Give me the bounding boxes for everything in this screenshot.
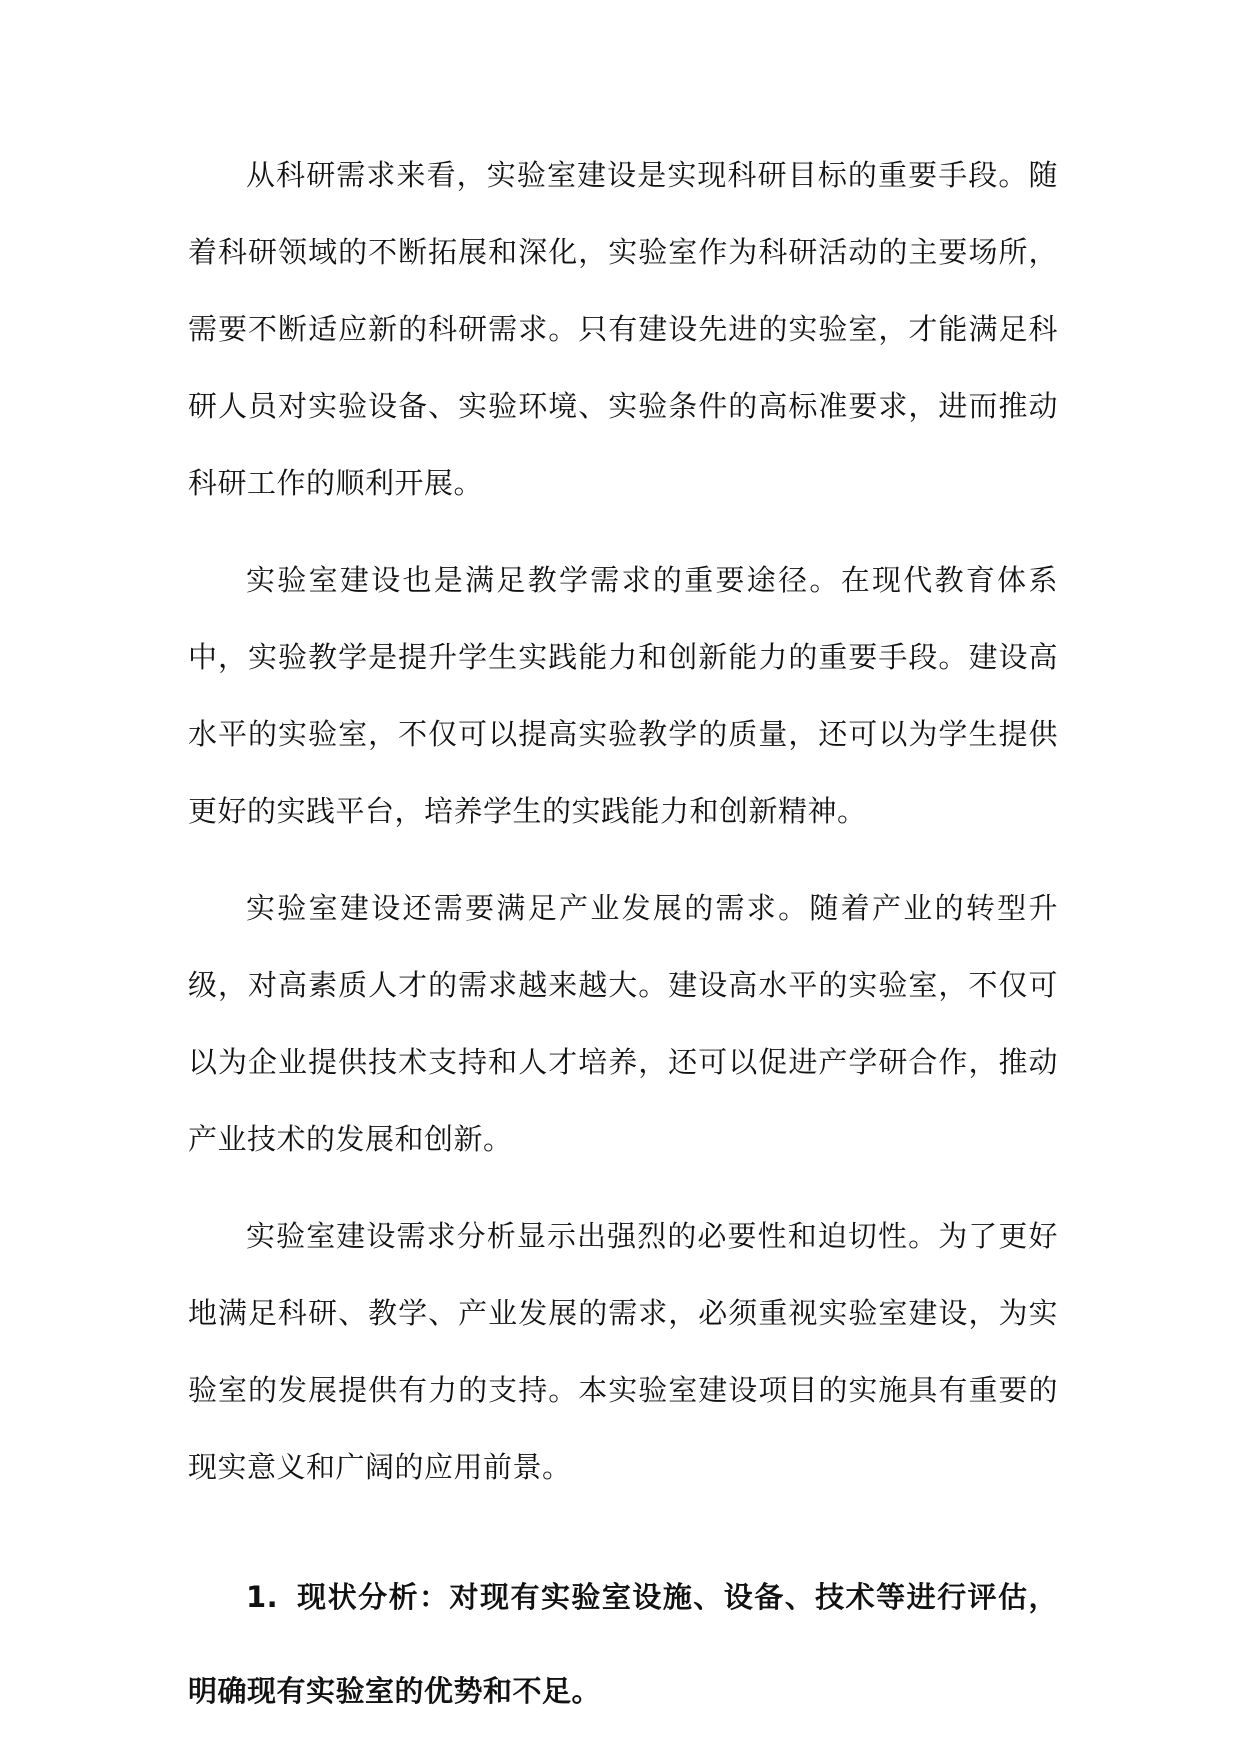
paragraph-needs-summary: 实验室建设需求分析显示出强烈的必要性和迫切性。为了更好地满足科研、教学、产业发展的需求，必须重视实验室建设，为实验室的发展提供有力的支持。本实验室建设项目的实施具有重要的现实意义和广阔的应用前景。 bbox=[188, 1219, 1058, 1484]
heading-text: 现状分析：对现有实验室设施、设备、技术等进行评估，明确现有实验室的优势和不足。 bbox=[188, 1580, 1058, 1708]
paragraph-industry-needs: 实验室建设还需要满足产业发展的需求。随着产业的转型升级，对高素质人才的需求越来越大。建设高水平的实验室，不仅可以为企业提供技术支持和人才培养，还可以促进产学研合作，推动产业技术的发展和创新。 bbox=[188, 891, 1058, 1156]
document-body bbox=[188, 137, 1058, 1738]
section-heading-status-analysis bbox=[188, 1550, 1058, 1738]
paragraph-research-needs: 从科研需求来看，实验室建设是实现科研目标的重要手段。随着科研领域的不断拓展和深化，实验室作为科研活动的主要场所，需要不断适应新的科研需求。只有建设先进的实验室，才能满足科研人员对实验设备、实验环境、实验条件的高标准要求，进而推动科研工作的顺利开展。 bbox=[188, 158, 1058, 500]
heading-number: 1. bbox=[246, 1580, 279, 1614]
paragraph-teaching-needs: 实验室建设也是满足教学需求的重要途径。在现代教育体系中，实验教学是提升学生实践能力和创新能力的重要手段。建设高水平的实验室，不仅可以提高实验教学的质量，还可以为学生提供更好的实践平台，培养学生的实践能力和创新精神。 bbox=[188, 563, 1058, 828]
